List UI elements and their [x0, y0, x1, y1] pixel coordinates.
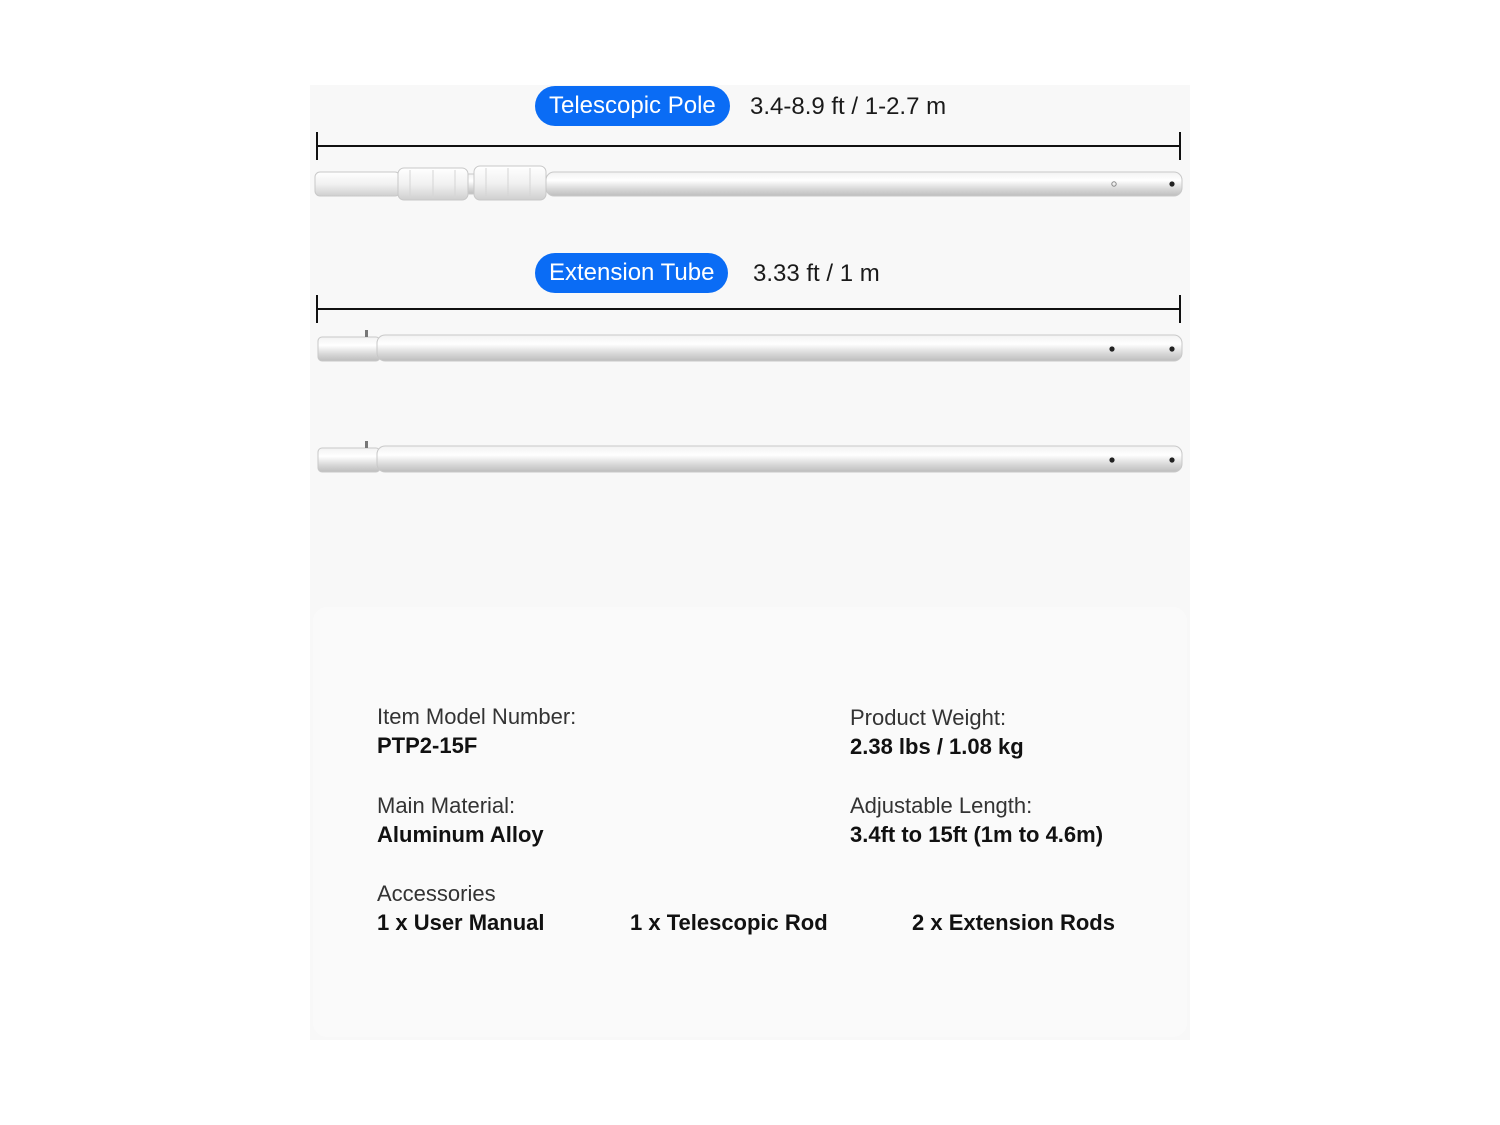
telescopic-pole-badge: Telescopic Pole — [535, 86, 730, 126]
model-number-label: Item Model Number: — [377, 704, 577, 729]
main-material-label: Main Material: — [377, 793, 516, 818]
adjustable-length-value: 3.4ft to 15ft (1m to 4.6m) — [850, 822, 1104, 847]
adjustable-length-label: Adjustable Length: — [850, 793, 1033, 818]
main-material-value: Aluminum Alloy — [377, 822, 544, 847]
telescopic-pole — [315, 166, 1182, 200]
extension-tube-dimension: 3.33 ft / 1 m — [753, 260, 880, 287]
extension-tube-badge: Extension Tube — [535, 253, 728, 293]
extension-tube-1 — [318, 330, 1182, 361]
model-number-value: PTP2-15F — [377, 733, 478, 758]
accessory-item: 1 x User Manual — [377, 910, 545, 935]
product-weight-value: 2.38 lbs / 1.08 kg — [850, 734, 1024, 759]
extension-tube-2 — [318, 441, 1182, 472]
accessories-label: Accessories — [377, 881, 496, 906]
product-weight-label: Product Weight: — [850, 705, 1007, 730]
accessory-item: 2 x Extension Rods — [912, 910, 1115, 935]
telescopic-pole-dimension: 3.4-8.9 ft / 1-2.7 m — [750, 93, 947, 120]
accessory-item: 1 x Telescopic Rod — [630, 910, 828, 935]
